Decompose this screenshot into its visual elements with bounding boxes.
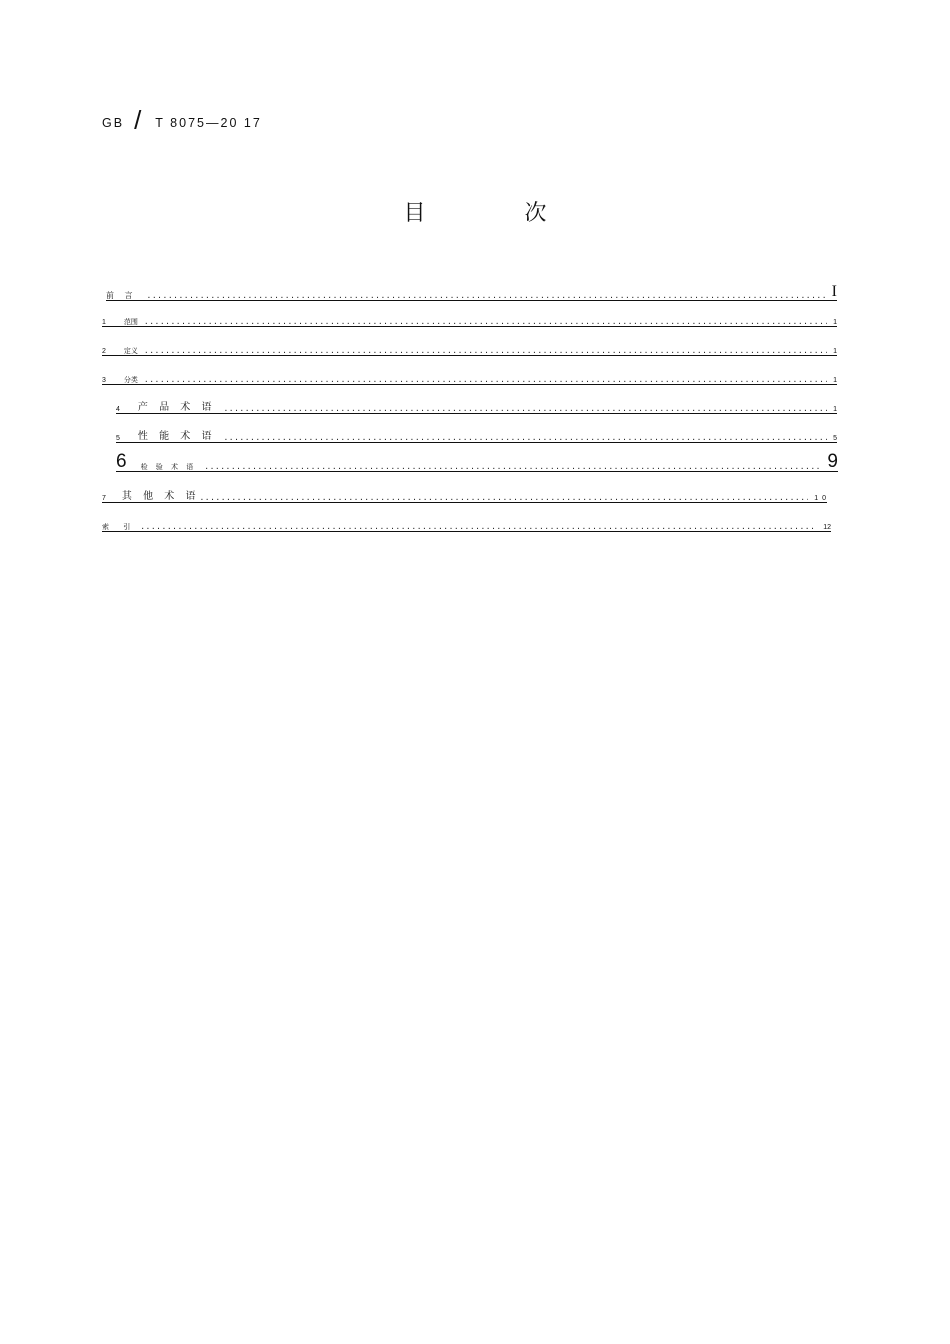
- toc-title: 目 次: [403, 201, 593, 226]
- toc-entry-label: 前 言: [106, 292, 147, 301]
- toc-entry-page: 9: [821, 452, 838, 472]
- toc-entry-page: 5: [827, 435, 837, 443]
- toc-entry-number: 7: [102, 495, 122, 503]
- toc-leader-dots: [223, 405, 827, 414]
- toc-entry-label: 性 能 术 语: [138, 432, 224, 443]
- toc-entry-page: 1: [827, 348, 837, 356]
- standard-prefix: GB: [102, 116, 125, 130]
- toc-entry-scope[interactable]: [102, 305, 837, 327]
- toc-entry-page: 1: [827, 319, 837, 327]
- toc-entry-number: 6: [116, 452, 141, 472]
- toc-leader-dots: [144, 347, 827, 356]
- toc-entry-number: 4: [116, 406, 138, 414]
- toc-leader-dots: [147, 292, 826, 301]
- toc-entry-page: 12: [817, 524, 831, 532]
- standard-number: T 8075—20 17: [155, 116, 262, 130]
- toc-entry-number: 5: [116, 435, 138, 443]
- standard-code-header: [102, 104, 262, 138]
- toc-leader-dots: [223, 434, 827, 443]
- toc-leader-dots: [144, 376, 827, 385]
- toc-entry-other-terms[interactable]: [102, 481, 827, 503]
- toc-entry-page: 1: [827, 406, 837, 414]
- toc-entry-label: 产 品 术 语: [138, 403, 224, 414]
- toc-entry-label: 检 验 术 语: [141, 464, 205, 472]
- toc-leader-dots: [144, 318, 827, 327]
- toc-entry-number: 2: [102, 348, 124, 356]
- toc-leader-dots: [140, 523, 817, 532]
- toc-entry-label: 索 引: [102, 524, 140, 532]
- standard-slash: /: [134, 104, 142, 135]
- toc-entry-performance-terms[interactable]: [116, 421, 837, 443]
- toc-entry-number: 3: [102, 377, 124, 385]
- toc-entry-label: 其 他 术 语: [121, 491, 200, 502]
- toc-entry-product-terms[interactable]: [116, 392, 837, 414]
- toc-leader-dots: [199, 494, 808, 503]
- toc-entry-definitions[interactable]: [102, 334, 837, 356]
- toc-entry-label: 分类: [124, 377, 144, 385]
- toc-entry-index[interactable]: [102, 510, 831, 532]
- toc-entry-number: 1: [102, 319, 124, 327]
- toc-leader-dots: [204, 463, 821, 472]
- toc-entry-label: 定义: [124, 348, 144, 356]
- toc-entry-page: 1: [827, 377, 837, 385]
- toc-entry-label: 范围: [124, 319, 144, 327]
- toc-entry-page: I: [826, 284, 837, 301]
- toc-entry-page: 1 0: [808, 495, 827, 503]
- toc-entry-foreword[interactable]: [106, 279, 837, 301]
- toc-entry-classification[interactable]: [102, 363, 837, 385]
- toc-entry-inspection-terms[interactable]: [116, 446, 838, 472]
